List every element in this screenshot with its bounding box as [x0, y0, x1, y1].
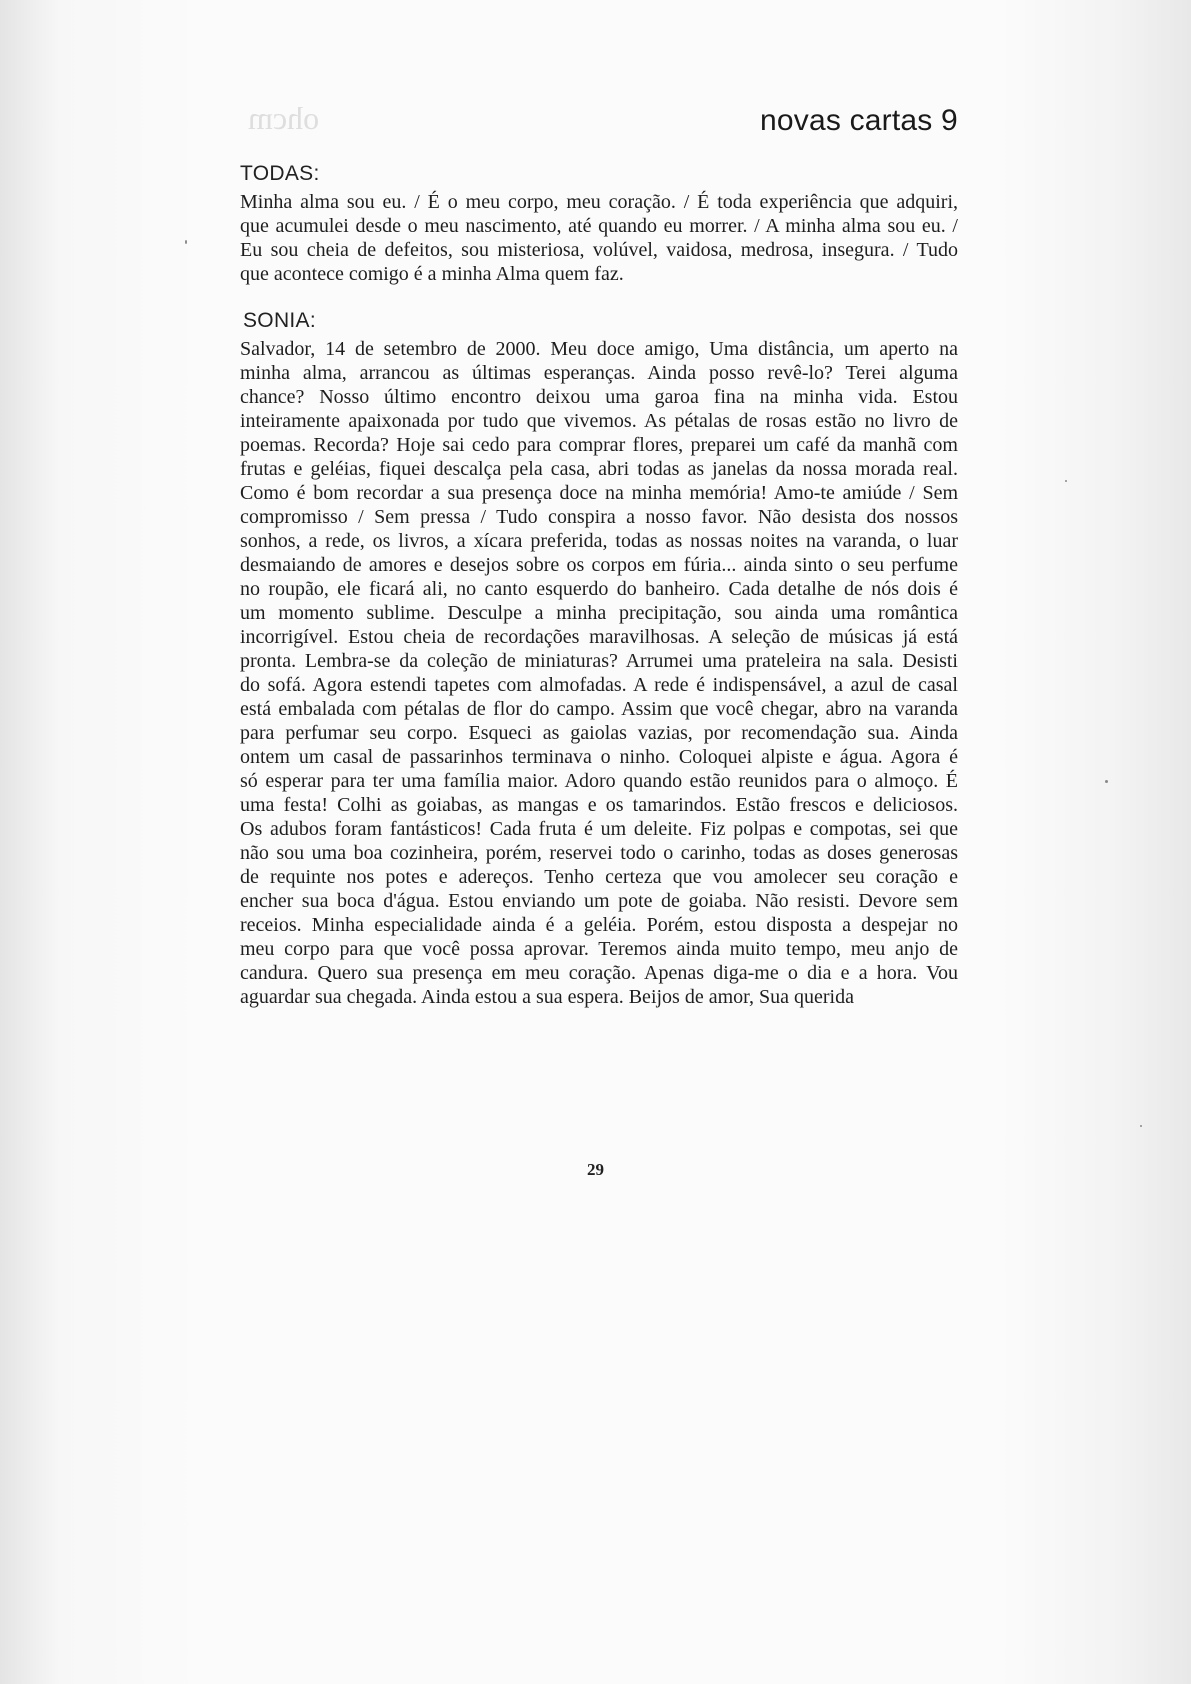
text-line: Os adubos foram fantásticos! Cada fruta é um deleite. Fiz polpas e compotas, sei que — [240, 818, 958, 840]
text-line: receios. Minha especialidade ainda é a geléia. Porém, estou disposta a despejar no — [240, 914, 958, 936]
text-line: uma festa! Colhi as goiabas, as mangas e os tamarindos. Estão frescos e deliciosos. — [240, 794, 958, 816]
text-line: aguardar sua chegada. Ainda estou a sua espera. Beijos de amor, Sua querida — [240, 986, 854, 1008]
text-line: Eu sou cheia de defeitos, sou misteriosa, volúvel, vaidosa, medrosa, insegura. / Tudo — [240, 239, 958, 261]
text-line: só esperar para ter uma família maior. Adoro quando estão reunidos para o almoço. É — [240, 770, 958, 792]
text-line: frutas e geléias, fiquei descalça pela casa, abri todas as janelas da nossa morada real. — [240, 458, 958, 480]
text-line: inteiramente apaixonada por tudo que vivemos. As pétalas de rosas estão no livro de — [240, 410, 958, 432]
text-line: no roupão, ele ficará ali, no canto esquerdo do banheiro. Cada detalhe de nós dois é — [240, 578, 958, 600]
text-line: incorrigível. Estou cheia de recordações maravilhosas. A seleção de músicas já está — [240, 626, 958, 648]
text-line: candura. Quero sua presença em meu coração. Apenas diga-me o dia e a hora. Vou — [240, 962, 958, 984]
text-line: do sofá. Agora estendi tapetes com almofadas. A rede é indispensável, a azul de casal — [240, 674, 958, 696]
speaker-label-sonia: SONIA: — [243, 309, 316, 332]
text-line: meu corpo para que você possa aprovar. Teremos ainda muito tempo, meu anjo de — [240, 938, 958, 960]
text-line: desmaiando de amores e desejos sobre os corpos em fúria... ainda sinto o seu perfume — [240, 554, 958, 576]
text-line: um momento sublime. Desculpe a minha precipitação, sou ainda uma romântica — [240, 602, 958, 624]
text-line: que acumulei desde o meu nascimento, até quando eu morrer. / A minha alma sou eu. / — [240, 215, 958, 237]
text-line: poemas. Recorda? Hoje sai cedo para comprar flores, preparei um café da manhã com — [240, 434, 958, 456]
scan-speck — [1140, 1125, 1142, 1127]
speaker-label-todas: TODAS: — [240, 162, 320, 185]
page-number: 29 — [587, 1160, 604, 1179]
running-head: novas cartas 9 — [760, 104, 958, 137]
text-line: chance? Nosso último encontro deixou uma garoa fina na minha vida. Estou — [240, 386, 958, 408]
text-line: Salvador, 14 de setembro de 2000. Meu doce amigo, Uma distância, um aperto na — [240, 338, 958, 360]
text-line: não sou uma boa cozinheira, porém, reservei todo o carinho, todas as doses generosas — [240, 842, 958, 864]
text-line: ontem um casal de passarinhos terminava o ninho. Coloquei alpiste e água. Agora é — [240, 746, 958, 768]
scan-speck — [1065, 480, 1067, 482]
text-line: que acontece comigo é a minha Alma quem faz. — [240, 263, 624, 285]
scan-speck — [185, 240, 187, 244]
text-line: encher sua boca d'água. Estou enviando um pote de goiaba. Não resisti. Devore sem — [240, 890, 958, 912]
text-line: pronta. Lembra-se da coleção de miniaturas? Arrumei uma prateleira na sala. Desisti — [240, 650, 958, 672]
text-line: está embalada com pétalas de flor do campo. Assim que você chegar, abro na varanda — [240, 698, 958, 720]
text-line: minha alma, arrancou as últimas esperanças. Ainda posso revê-lo? Terei alguma — [240, 362, 958, 384]
text-line: Como é bom recordar a sua presença doce na minha memória! Amo-te amiúde / Sem — [240, 482, 958, 504]
text-line: sonhos, a rede, os livros, a xícara preferida, todas as nossas noites na varanda, o luar — [240, 530, 958, 552]
text-line: de requinte nos potes e adereços. Tenho certeza que vou amolecer seu coração e — [240, 866, 958, 888]
scan-speck — [1105, 780, 1108, 783]
text-line: para perfumar seu corpo. Esqueci as gaiolas vazias, por recomendação sua. Ainda — [240, 722, 958, 744]
text-line: compromisso / Sem pressa / Tudo conspira a nosso favor. Não desista dos nossos — [240, 506, 958, 528]
bleed-through-title: ohcm — [248, 100, 320, 136]
text-line: Minha alma sou eu. / É o meu corpo, meu coração. / É toda experiência que adquiri, — [240, 191, 958, 213]
